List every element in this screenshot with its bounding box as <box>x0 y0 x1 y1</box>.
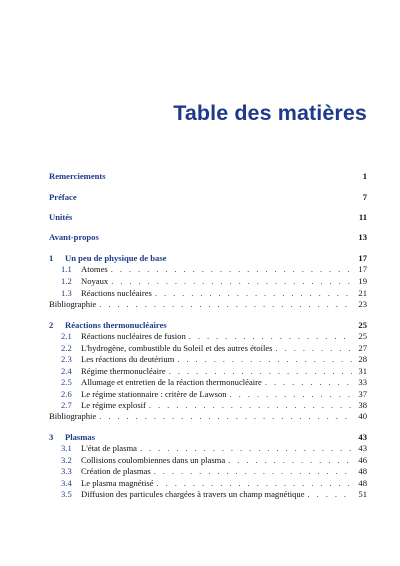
toc-section[interactable] <box>49 288 367 299</box>
toc-page-number: 43 <box>358 432 367 442</box>
toc-page-number: 17 <box>358 253 367 263</box>
toc-section[interactable] <box>49 377 367 388</box>
toc-page-number: 46 <box>358 455 367 465</box>
toc-bibliography[interactable] <box>49 299 367 310</box>
toc-section[interactable] <box>49 343 367 354</box>
section-title: Diffusion des particules chargées à travers un champ magnétique <box>81 489 305 499</box>
section-number: 1.3 <box>61 288 72 298</box>
toc-section[interactable] <box>49 455 367 466</box>
toc-chapter-2[interactable] <box>49 320 367 331</box>
toc-section[interactable] <box>49 443 367 454</box>
toc-page-number: 40 <box>358 411 367 421</box>
leader-dots <box>265 377 352 388</box>
section-title: Le régime stationnaire : critère de Lawson <box>81 389 227 399</box>
section-title: Bibliographie <box>49 299 97 309</box>
toc-section[interactable] <box>49 264 367 275</box>
section-title: Le régime explosif <box>81 400 146 410</box>
toc-entry-label: Unités <box>49 212 73 222</box>
section-number: 2.4 <box>61 366 72 376</box>
toc-section[interactable] <box>49 354 367 365</box>
leader-dots <box>111 264 352 275</box>
leader-dots <box>99 411 352 422</box>
chapter-number: 2 <box>49 320 54 330</box>
toc-page-number: 27 <box>358 343 367 353</box>
section-number: 2.5 <box>61 377 72 387</box>
toc-section[interactable] <box>49 489 367 500</box>
leader-dots <box>157 478 352 489</box>
section-title: Les réactions du deutérium <box>81 354 175 364</box>
toc-page-number: 21 <box>358 288 367 298</box>
toc-page-number: 37 <box>358 389 367 399</box>
leader-dots <box>154 466 352 477</box>
leader-dots <box>177 354 352 365</box>
section-number: 3.5 <box>61 489 72 499</box>
toc-entry-label: Avant-propos <box>49 232 99 242</box>
toc-page-number: 33 <box>358 377 367 387</box>
section-number: 3.2 <box>61 455 72 465</box>
toc-page-number: 38 <box>358 400 367 410</box>
toc-page-number: 19 <box>358 276 367 286</box>
leader-dots <box>228 455 352 466</box>
section-title: L'hydrogène, combustible du Soleil et des autres étoiles <box>81 343 273 353</box>
toc-page-number: 11 <box>358 212 367 222</box>
section-number: 2.3 <box>61 354 72 364</box>
toc-page-number: 48 <box>358 478 367 488</box>
leader-dots <box>140 443 352 454</box>
section-number: 2.7 <box>61 400 72 410</box>
toc-section[interactable] <box>49 276 367 287</box>
toc-page-number: 23 <box>358 299 367 309</box>
toc-page-number: 13 <box>358 232 367 242</box>
toc-chapter-3[interactable] <box>49 432 367 443</box>
section-number: 3.1 <box>61 443 72 453</box>
leader-dots <box>111 276 352 287</box>
toc-section[interactable] <box>49 466 367 477</box>
toc-page-number: 43 <box>358 443 367 453</box>
toc-section[interactable] <box>49 366 367 377</box>
leader-dots <box>99 299 352 310</box>
toc-section[interactable] <box>49 478 367 489</box>
leader-dots <box>308 489 352 500</box>
toc-entry-avant-propos[interactable] <box>49 232 367 243</box>
section-title: Noyaux <box>81 276 109 286</box>
section-number: 2.6 <box>61 389 72 399</box>
toc-bibliography[interactable] <box>49 411 367 422</box>
section-title: Atomes <box>81 264 108 274</box>
toc-chapter-1[interactable] <box>49 253 367 264</box>
section-title: Collisions coulombiennes dans un plasma <box>81 455 226 465</box>
toc-page-number: 25 <box>358 320 367 330</box>
section-title: Régime thermonucléaire <box>81 366 166 376</box>
toc-page-number: 1 <box>362 171 367 181</box>
toc-page-number: 48 <box>358 466 367 476</box>
toc-section[interactable] <box>49 400 367 411</box>
section-title: L'état de plasma <box>81 443 137 453</box>
toc-entry-preface[interactable] <box>49 192 367 203</box>
toc-page-number: 31 <box>358 366 367 376</box>
leader-dots <box>276 343 352 354</box>
toc-page-number: 28 <box>358 354 367 364</box>
section-title: Création de plasmas <box>81 466 151 476</box>
toc-section[interactable] <box>49 331 367 342</box>
toc-page-number: 25 <box>358 331 367 341</box>
section-number: 3.3 <box>61 466 72 476</box>
toc-page-number: 51 <box>358 489 367 499</box>
section-title: Le plasma magnétisé <box>81 478 154 488</box>
toc-page-number: 17 <box>358 264 367 274</box>
section-number: 2.1 <box>61 331 72 341</box>
toc-page-number: 7 <box>362 192 367 202</box>
toc-entry-label: Préface <box>49 192 77 202</box>
section-title: Bibliographie <box>49 411 97 421</box>
chapter-number: 3 <box>49 432 54 442</box>
section-number: 2.2 <box>61 343 72 353</box>
toc-entry-label: Remerciements <box>49 171 106 181</box>
toc-section[interactable] <box>49 389 367 400</box>
section-title: Réactions nucléaires de fusion <box>81 331 186 341</box>
section-number: 1.2 <box>61 276 72 286</box>
section-title: Allumage et entretien de la réaction thermonucléaire <box>81 377 262 387</box>
chapter-title: Un peu de physique de base <box>65 253 167 263</box>
leader-dots <box>155 288 352 299</box>
page-title: Table des matières <box>173 101 367 125</box>
chapter-title: Plasmas <box>65 432 96 442</box>
leader-dots <box>230 389 352 400</box>
chapter-title: Réactions thermonucléaires <box>65 320 167 330</box>
leader-dots <box>189 331 352 342</box>
section-number: 3.4 <box>61 478 72 488</box>
leader-dots <box>169 366 352 377</box>
chapter-number: 1 <box>49 253 54 263</box>
section-title: Réactions nucléaires <box>81 288 152 298</box>
section-number: 1.1 <box>61 264 72 274</box>
toc-entry-remerciements[interactable] <box>49 171 367 182</box>
leader-dots <box>149 400 352 411</box>
toc-entry-unites[interactable] <box>49 212 367 223</box>
